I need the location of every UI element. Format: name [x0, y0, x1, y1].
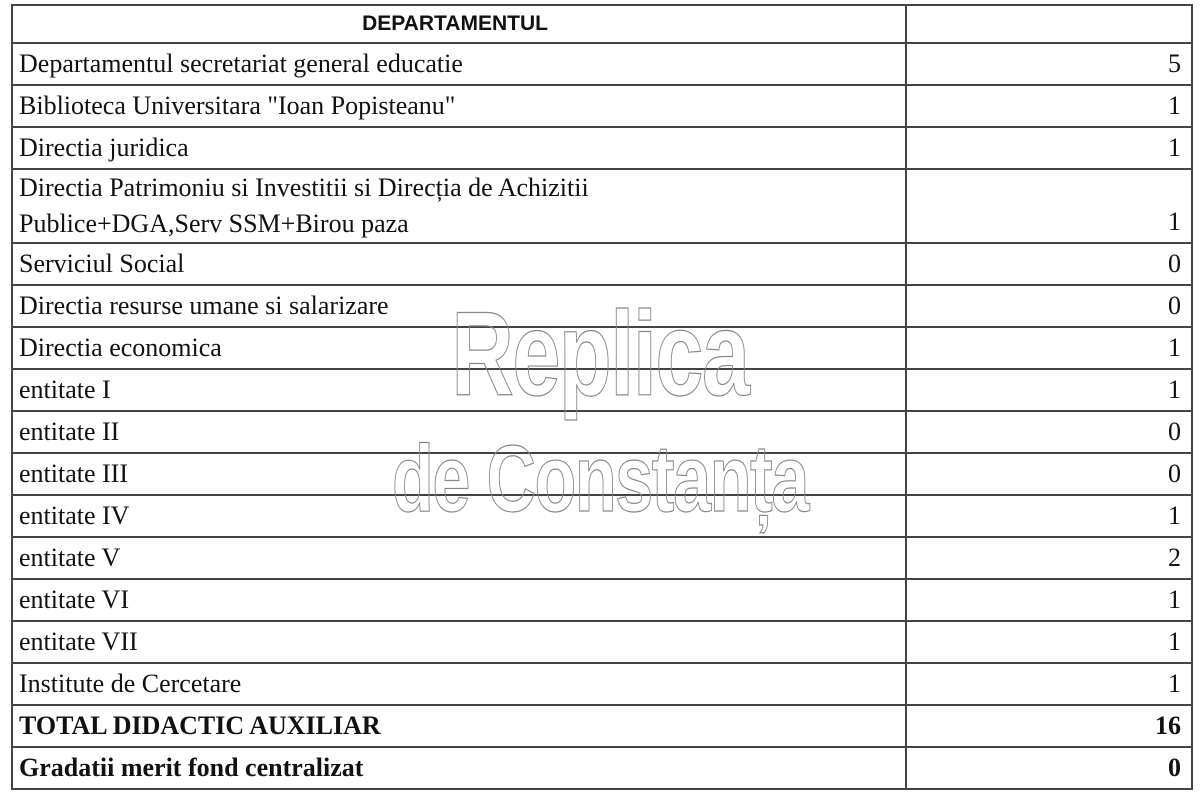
department-cell: entitate II	[12, 411, 906, 453]
table-row	[12, 495, 1192, 537]
department-cell: Directia juridica	[12, 127, 906, 169]
department-table	[11, 4, 1193, 790]
value-cell: 0	[906, 453, 1192, 495]
table-header-row	[12, 5, 1192, 43]
table-row	[12, 85, 1192, 127]
value-cell: 0	[906, 243, 1192, 285]
department-cell: Institute de Cercetare	[12, 663, 906, 705]
value-cell: 1	[906, 169, 1192, 243]
watermark-line-2: de Constanța	[392, 426, 808, 532]
table-row	[12, 663, 1192, 705]
table-row	[12, 127, 1192, 169]
department-cell: entitate III	[12, 453, 906, 495]
total-label: TOTAL DIDACTIC AUXILIAR	[12, 705, 906, 747]
table-row	[12, 169, 1192, 243]
table-row	[12, 453, 1192, 495]
table-row	[12, 621, 1192, 663]
value-cell: 1	[906, 495, 1192, 537]
department-cell: entitate I	[12, 369, 906, 411]
value-cell: 5	[906, 43, 1192, 85]
value-cell: 0	[906, 411, 1192, 453]
table-row	[12, 579, 1192, 621]
department-line-1: Directia Patrimoniu si Investitii si Direcția de Achizitii	[19, 173, 589, 202]
table-row	[12, 327, 1192, 369]
table-row	[12, 411, 1192, 453]
gradatii-label: Gradatii merit fond centralizat	[12, 747, 906, 789]
gradatii-value: 0	[906, 747, 1192, 789]
value-cell: 1	[906, 85, 1192, 127]
total-value: 16	[906, 705, 1192, 747]
department-cell: Serviciul Social	[12, 243, 906, 285]
value-cell: 1	[906, 663, 1192, 705]
department-cell: Directia resurse umane si salarizare	[12, 285, 906, 327]
watermark-line-1: Replica	[451, 287, 749, 421]
table-row	[12, 537, 1192, 579]
department-cell: entitate IV	[12, 495, 906, 537]
column-header-value	[906, 5, 1192, 43]
table-row	[12, 43, 1192, 85]
department-cell	[12, 169, 906, 243]
value-cell: 1	[906, 579, 1192, 621]
table-row	[12, 243, 1192, 285]
value-cell: 1	[906, 621, 1192, 663]
department-cell: Departamentul secretariat general educatie	[12, 43, 906, 85]
department-cell: entitate V	[12, 537, 906, 579]
value-cell: 1	[906, 127, 1192, 169]
value-cell: 1	[906, 369, 1192, 411]
department-cell: Biblioteca Universitara "Ioan Popisteanu"	[12, 85, 906, 127]
table-row	[12, 369, 1192, 411]
value-cell: 2	[906, 537, 1192, 579]
department-line-2: Publice+DGA,Serv SSM+Birou paza	[19, 209, 409, 238]
department-cell: Directia economica	[12, 327, 906, 369]
table-row	[12, 285, 1192, 327]
value-cell: 1	[906, 327, 1192, 369]
gradatii-row	[12, 747, 1192, 789]
column-header-department: DEPARTAMENTUL	[12, 5, 906, 43]
total-row	[12, 705, 1192, 747]
department-cell: entitate VI	[12, 579, 906, 621]
value-cell: 0	[906, 285, 1192, 327]
department-cell: entitate VII	[12, 621, 906, 663]
